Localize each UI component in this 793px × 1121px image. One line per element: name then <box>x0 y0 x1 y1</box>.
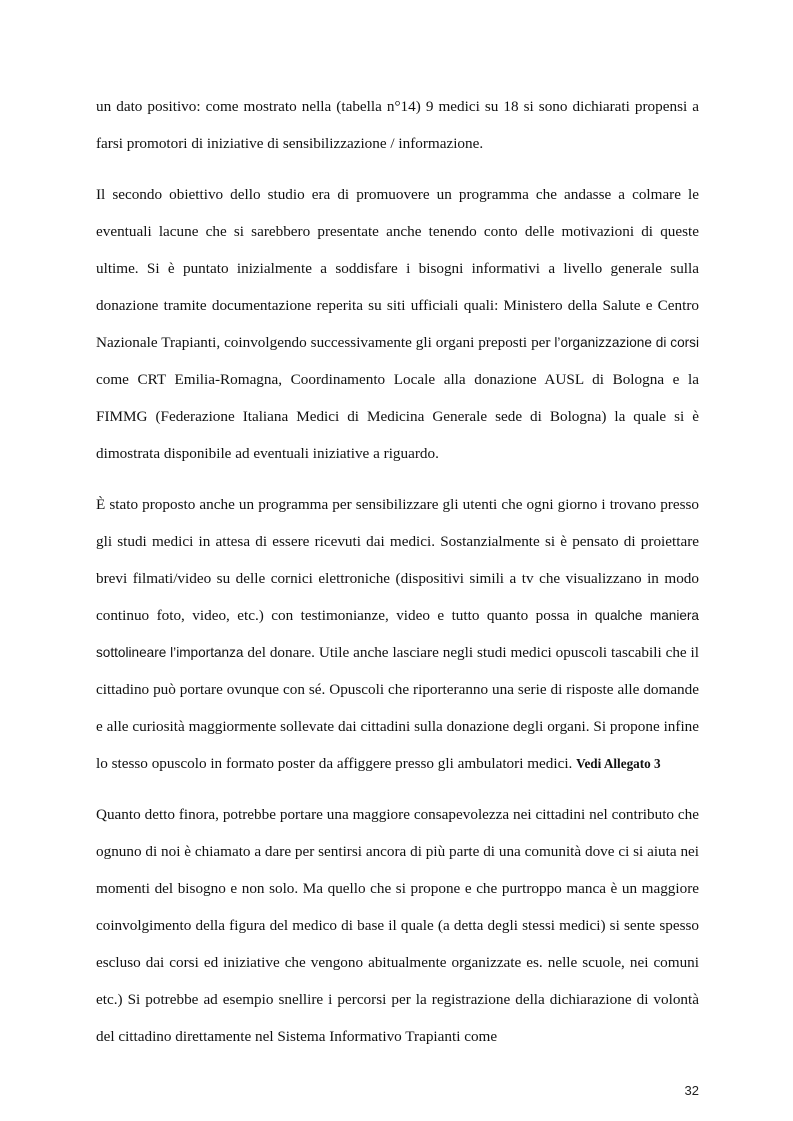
page-number: 32 <box>684 1083 699 1098</box>
paragraph-2-text-start: Il secondo obiettivo dello studio era di promuovere un programma che andasse a colmare le eventuali lacune che si sarebbero presentate anche tenendo conto delle motivazioni di queste ultime. Si è puntato inizialmente a soddisfare i bisogni informativi a livello generale sulla donazione tramite documentazione reperita su siti ufficiali quali: Ministero della Salute e Centro Nazionale Trapianti, coinvolgendo successivamente gli organi preposti per <box>96 186 699 351</box>
document-body <box>96 88 699 1069</box>
attachment-reference: Vedi Allegato 3 <box>576 756 661 771</box>
paragraph-4 <box>96 796 699 1055</box>
paragraph-2 <box>96 176 699 472</box>
paragraph-2-text-end: come CRT Emilia-Romagna, Coordinamento Locale alla donazione AUSL di Bologna e la FIMMG (Federazione Italiana Medici di Medicina Generale sede di Bologna) la quale si è dimostrata disponibile ad eventuali iniziative a riguardo. <box>96 371 699 462</box>
paragraph-3-alt-font-phrase: in qualche maniera sottolineare l’importanza <box>96 608 699 660</box>
paragraph-1 <box>96 88 699 162</box>
paragraph-2-alt-font-phrase: l’organizzazione di corsi <box>554 335 699 350</box>
paragraph-3-text-end: del donare. Utile anche lasciare negli studi medici opuscoli tascabili che il cittadino può portare ovunque con sé. Opuscoli che riporteranno una serie di risposte alle domande e alle curiosità maggiormente sollevate dai cittadini sulla donazione degli organi. Si propone infine lo stesso opuscolo in formato poster da affiggere presso gli ambulatori medici. <box>96 644 699 772</box>
paragraph-1-text: un dato positivo: come mostrato nella (tabella n°14) 9 medici su 18 si sono dichiarati propensi a farsi promotori di iniziative di sensibilizzazione / informazione. <box>96 98 699 152</box>
paragraph-3-text-start: È stato proposto anche un programma per sensibilizzare gli utenti che ogni giorno i trovano presso gli studi medici in attesa di essere ricevuti dai medici. Sostanzialmente si è pensato di proiettare brevi filmati/video su delle cornici elettroniche (dispositivi simili a tv che visualizzano in modo continuo foto, video, etc.) con testimonianze, video e tutto quanto possa <box>96 496 699 624</box>
paragraph-3 <box>96 486 699 782</box>
paragraph-4-text: Quanto detto finora, potrebbe portare una maggiore consapevolezza nei cittadini nel contributo che ognuno di noi è chiamato a dare per sentirsi ancora di più parte di una comunità dove ci si aiuta nei momenti del bisogno e non solo. Ma quello che si propone e che purtroppo manca è un maggiore coinvolgimento della figura del medico di base il quale (a detta degli stessi medici) si sente spesso escluso dai corsi ed iniziative che vengono abitualmente organizzate es. nelle scuole, nei comuni etc.) Si potrebbe ad esempio snellire i percorsi per la registrazione della dichiarazione di volontà del cittadino direttamente nel Sistema Informativo Trapianti come <box>96 806 699 1045</box>
